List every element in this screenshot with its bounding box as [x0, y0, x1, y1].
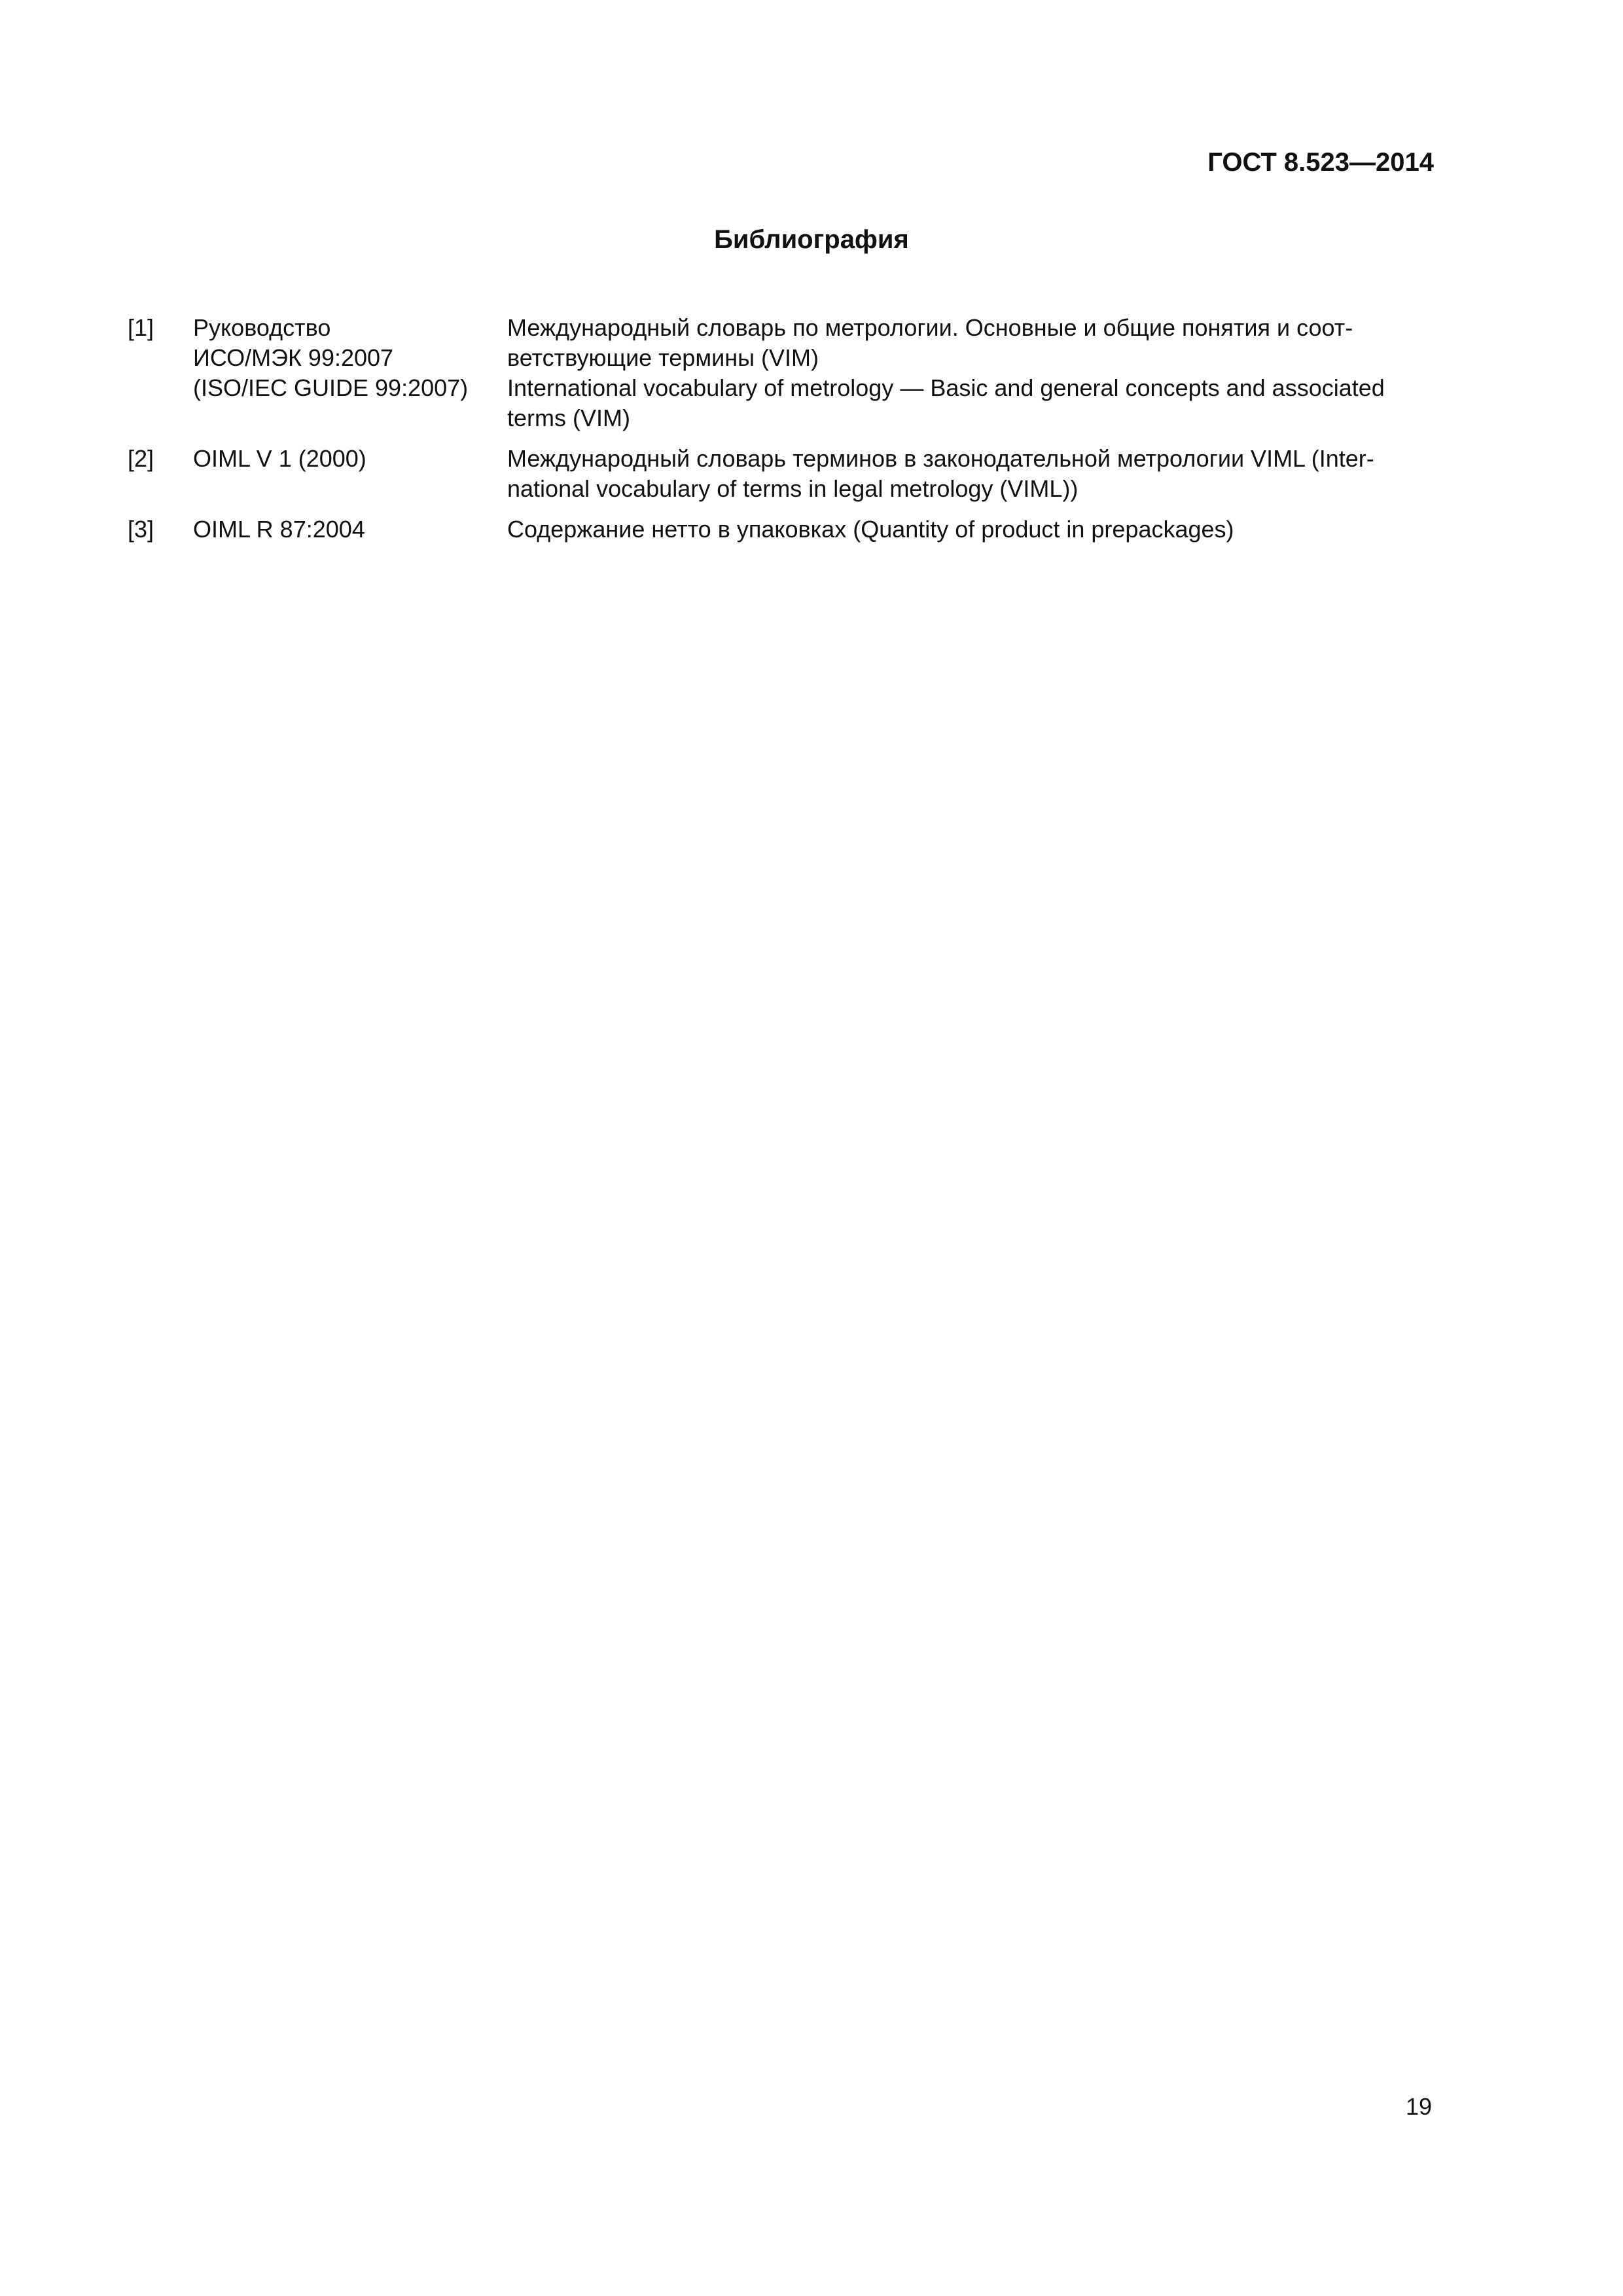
entry-description: [507, 514, 1433, 555]
entry-description-line: Международный словарь по метрологии. Основные и общие понятия и соот-: [507, 314, 1353, 341]
entry-source: [193, 444, 507, 514]
page-number: 19: [1405, 2093, 1432, 2120]
section-title: Библиография: [714, 225, 909, 254]
bibliography-entry: [128, 514, 1433, 555]
entry-source: [193, 514, 507, 555]
entry-description-line: International vocabulary of metrology — Basic and general concepts and associated: [507, 374, 1385, 401]
entry-source-line: (ISO/IEC GUIDE 99:2007): [193, 374, 469, 401]
bibliography-entry: [128, 444, 1433, 514]
entry-description: [507, 313, 1433, 444]
entry-source-line: Руководство: [193, 314, 331, 341]
entry-description-line: ветствующие термины (VIM): [507, 344, 819, 371]
entry-number: [3]: [128, 516, 154, 543]
bibliography-entry: [128, 313, 1433, 444]
entry-description-line: terms (VIM): [507, 404, 630, 431]
entry-description-line: national vocabulary of terms in legal metrology (VIML)): [507, 475, 1079, 502]
entry-number: [2]: [128, 445, 154, 472]
entry-number: [1]: [128, 314, 154, 341]
entry-description-line: Содержание нетто в упаковках (Quantity of product in prepackages): [507, 516, 1234, 543]
entry-source-line: ИСО/МЭК 99:2007: [193, 344, 394, 371]
entry-description-line: Международный словарь терминов в законодательной метрологии VIML (Inter-: [507, 445, 1374, 472]
document-code: ГОСТ 8.523—2014: [1207, 148, 1434, 177]
entry-source-line: OIML V 1 (2000): [193, 445, 366, 472]
bibliography-table: [128, 313, 1433, 555]
entry-description: [507, 444, 1433, 514]
entry-source-line: OIML R 87:2004: [193, 516, 365, 543]
entry-source: [193, 313, 507, 444]
